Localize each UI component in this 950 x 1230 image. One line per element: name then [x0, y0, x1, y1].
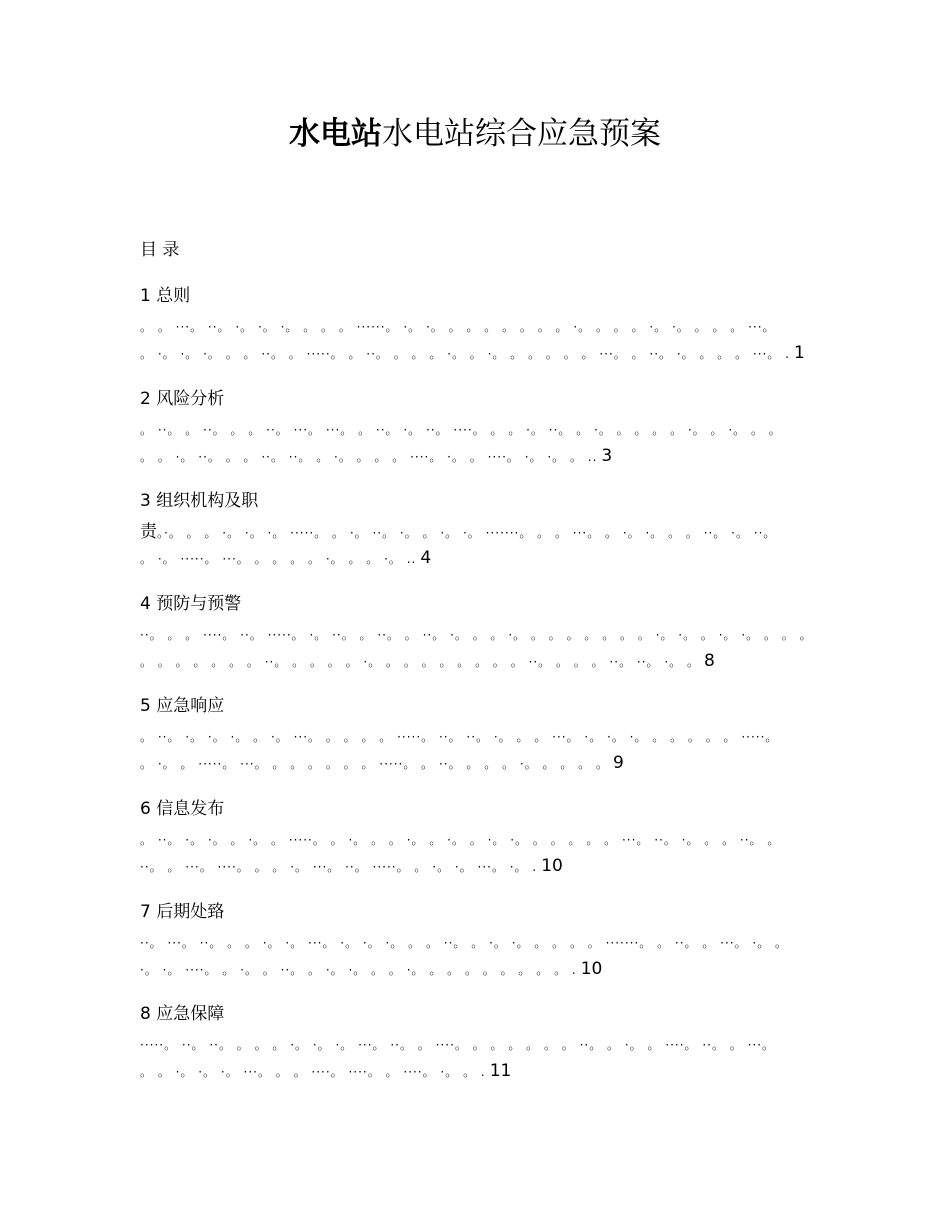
toc-leader-dots: 。 。 ·。 ·。 ·。 ···。 。 。 ····。 ····。 。 ····。 ·。 。 .: [140, 1065, 486, 1080]
toc-entry-title: 7 后期处臵: [140, 901, 225, 922]
toc-entry-8[interactable]: [140, 1002, 810, 1105]
toc-entry-title: 1 总则: [140, 286, 191, 306]
toc-leader: ··。 。 。 ····。 ··。 ·····。 ·。 ··。 。 ··。 。 ··。 ·。 。 。 ·。 。 。 。 。 。 。 。 ·。 ·。 。 ·。 ·。 。 。 。: [140, 627, 813, 642]
toc-leader: 。 ··。 。 ··。 。 。 ··。 ···。 ···。 。 ··。 ·。 ··。 ····。 。 。 ·。 ··。 。 ·。 。 。 。 。 ·。 。 ·。 。 。: [140, 422, 782, 437]
toc-entry-title: 3 组织机构及职: [140, 491, 259, 512]
toc-entry-title: 6 信息发布: [140, 798, 225, 819]
toc-leader-end: [140, 443, 800, 470]
toc-entry-5[interactable]: [140, 694, 810, 797]
toc-leader: ·····。 ··。 ··。 。 。 。 ·。 ·。 ·。 ···。 ··。 。 ····。 。 。 。 。 。 。 ··。 。 ·。 。 ····。 ··。 。 ···。: [140, 1038, 776, 1053]
toc-leader: [140, 519, 800, 546]
toc-leader-dots: 。 ·。 ·。 ·。 。 。 ··。 。 ·····。 。 ··。 。 。 。 ·。 。 ·。 。 。 。 。 。 ···。 。 ··。 ·。 。 。 。 ···。 .: [140, 347, 790, 361]
toc-leader-dots: ··。 。 ···。 ····。 。 。 ·。 ···。 ··。 ·····。 。 ·。 ·。 ···。 ·。 .: [140, 859, 538, 874]
toc-entry-4[interactable]: [140, 592, 813, 695]
toc-entry-2[interactable]: [140, 387, 810, 490]
toc-heading: 目 录: [140, 240, 180, 260]
toc-page-number: 10: [541, 855, 563, 876]
toc-entry-title: 2 风险分析: [140, 388, 225, 409]
toc-leader-dots: 。 ·。 。 ·····。 ···。 。 。 。 。 。 。 ·····。 。 ··。 。 。 。 ·。 。 。 。 。: [140, 757, 609, 772]
toc-entry-title: 5 应急响应: [140, 696, 225, 717]
toc-leader-end: [140, 545, 800, 572]
toc-page-number: 11: [489, 1061, 512, 1082]
toc-entry-3[interactable]: [140, 489, 810, 592]
toc-leader-end: [140, 1058, 800, 1085]
toc-page-number: 9: [612, 753, 624, 774]
toc-page-number: 1: [793, 343, 805, 363]
toc-entry-7[interactable]: [140, 900, 810, 1003]
toc-page-number: 10: [580, 958, 603, 979]
toc-leader-dots: 。 ·。 ·····。 ···。 。 。 。 。 ·。 。 。 ·。 ..: [140, 552, 417, 567]
toc-leader-end: [140, 853, 800, 880]
toc-leader: 。 。 ···。 ··。 ·。 ·。 ·。 。 。 。 ······。 ·。 ·。 。 。 。 。 。 。 。 ·。 。 。 。 ·。 ·。 。 。 。 ···。: [140, 320, 776, 334]
toc-page-number: 8: [703, 650, 715, 671]
document-title-bold: 水电站: [289, 116, 382, 152]
toc-page-number: 4: [420, 548, 432, 569]
toc-page-number: 3: [601, 445, 613, 466]
toc-leader-end: [140, 750, 800, 777]
table-of-contents: [140, 284, 813, 1105]
toc-leader-dots: ·。 ·。 ····。 。 ·。 。 ··。 。 ·。 ·。 。 。 ·。 。 。 。 。 。 。 。 。 .: [140, 962, 577, 977]
toc-leader-end: [140, 956, 800, 983]
toc-entry-title: 4 预防与预警: [140, 593, 242, 614]
document-title-rest: 水电站综合应急预案: [382, 116, 661, 152]
toc-leader-dots: 。·。 。 。 ·。 ·。 ·。 ·····。 。 ·。 ··。 ·。 。 ·。 ·。 ·······。 。 。 ···。 。 ·。 ·。 。 。 ··。 ·。 ··。: [157, 526, 777, 541]
toc-leader-end: [140, 340, 805, 367]
document-title: [0, 112, 950, 156]
toc-leader-dots: 。 。 。 。 。 。 。 ··。 。 。 。 。 ·。 。 。 。 。 。 。 。 。 ··。 。 。 。 ··。 ··。 ·。 。: [140, 654, 700, 669]
toc-leader-dots: 。 。 ·。 ··。 。 。 ··。 ··。 。 ·。 。 。 。 ····。 ·。 。 ····。 ·。 ·。 。 ..: [140, 449, 598, 464]
toc-leader: 。 ··。 ·。 ·。 。 ·。 。 ·····。 。 ·。 。 。 ·。 。 ·。 。 ·。 ·。 。 。 。 。 。 ···。 ··。 ·。 。 。 ··。 。: [140, 832, 781, 847]
toc-entry-1[interactable]: [140, 284, 810, 387]
toc-leader: ··。 ···。 ··。 。 。 ·。 ·。 ···。 ·。 ·。 ·。 。 。 ··。 。 ·。 ·。 。 。 。 。 ·······。 。 ··。 。 ···。 ·。 。: [140, 935, 789, 950]
toc-entry-6[interactable]: [140, 797, 810, 900]
toc-leader-end: [140, 648, 800, 675]
toc-entry-title-continued: 责: [140, 522, 157, 543]
toc-entry-title: 8 应急保障: [140, 1004, 225, 1025]
toc-leader: 。 ··。 ·。 ·。 ·。 。 ·。 ···。 。 。 。 。 ·····。 ··。 ··。 ·。 。 。 ···。 ·。 ·。 ·。 。 。 。 。 。 ·····。: [140, 730, 779, 745]
